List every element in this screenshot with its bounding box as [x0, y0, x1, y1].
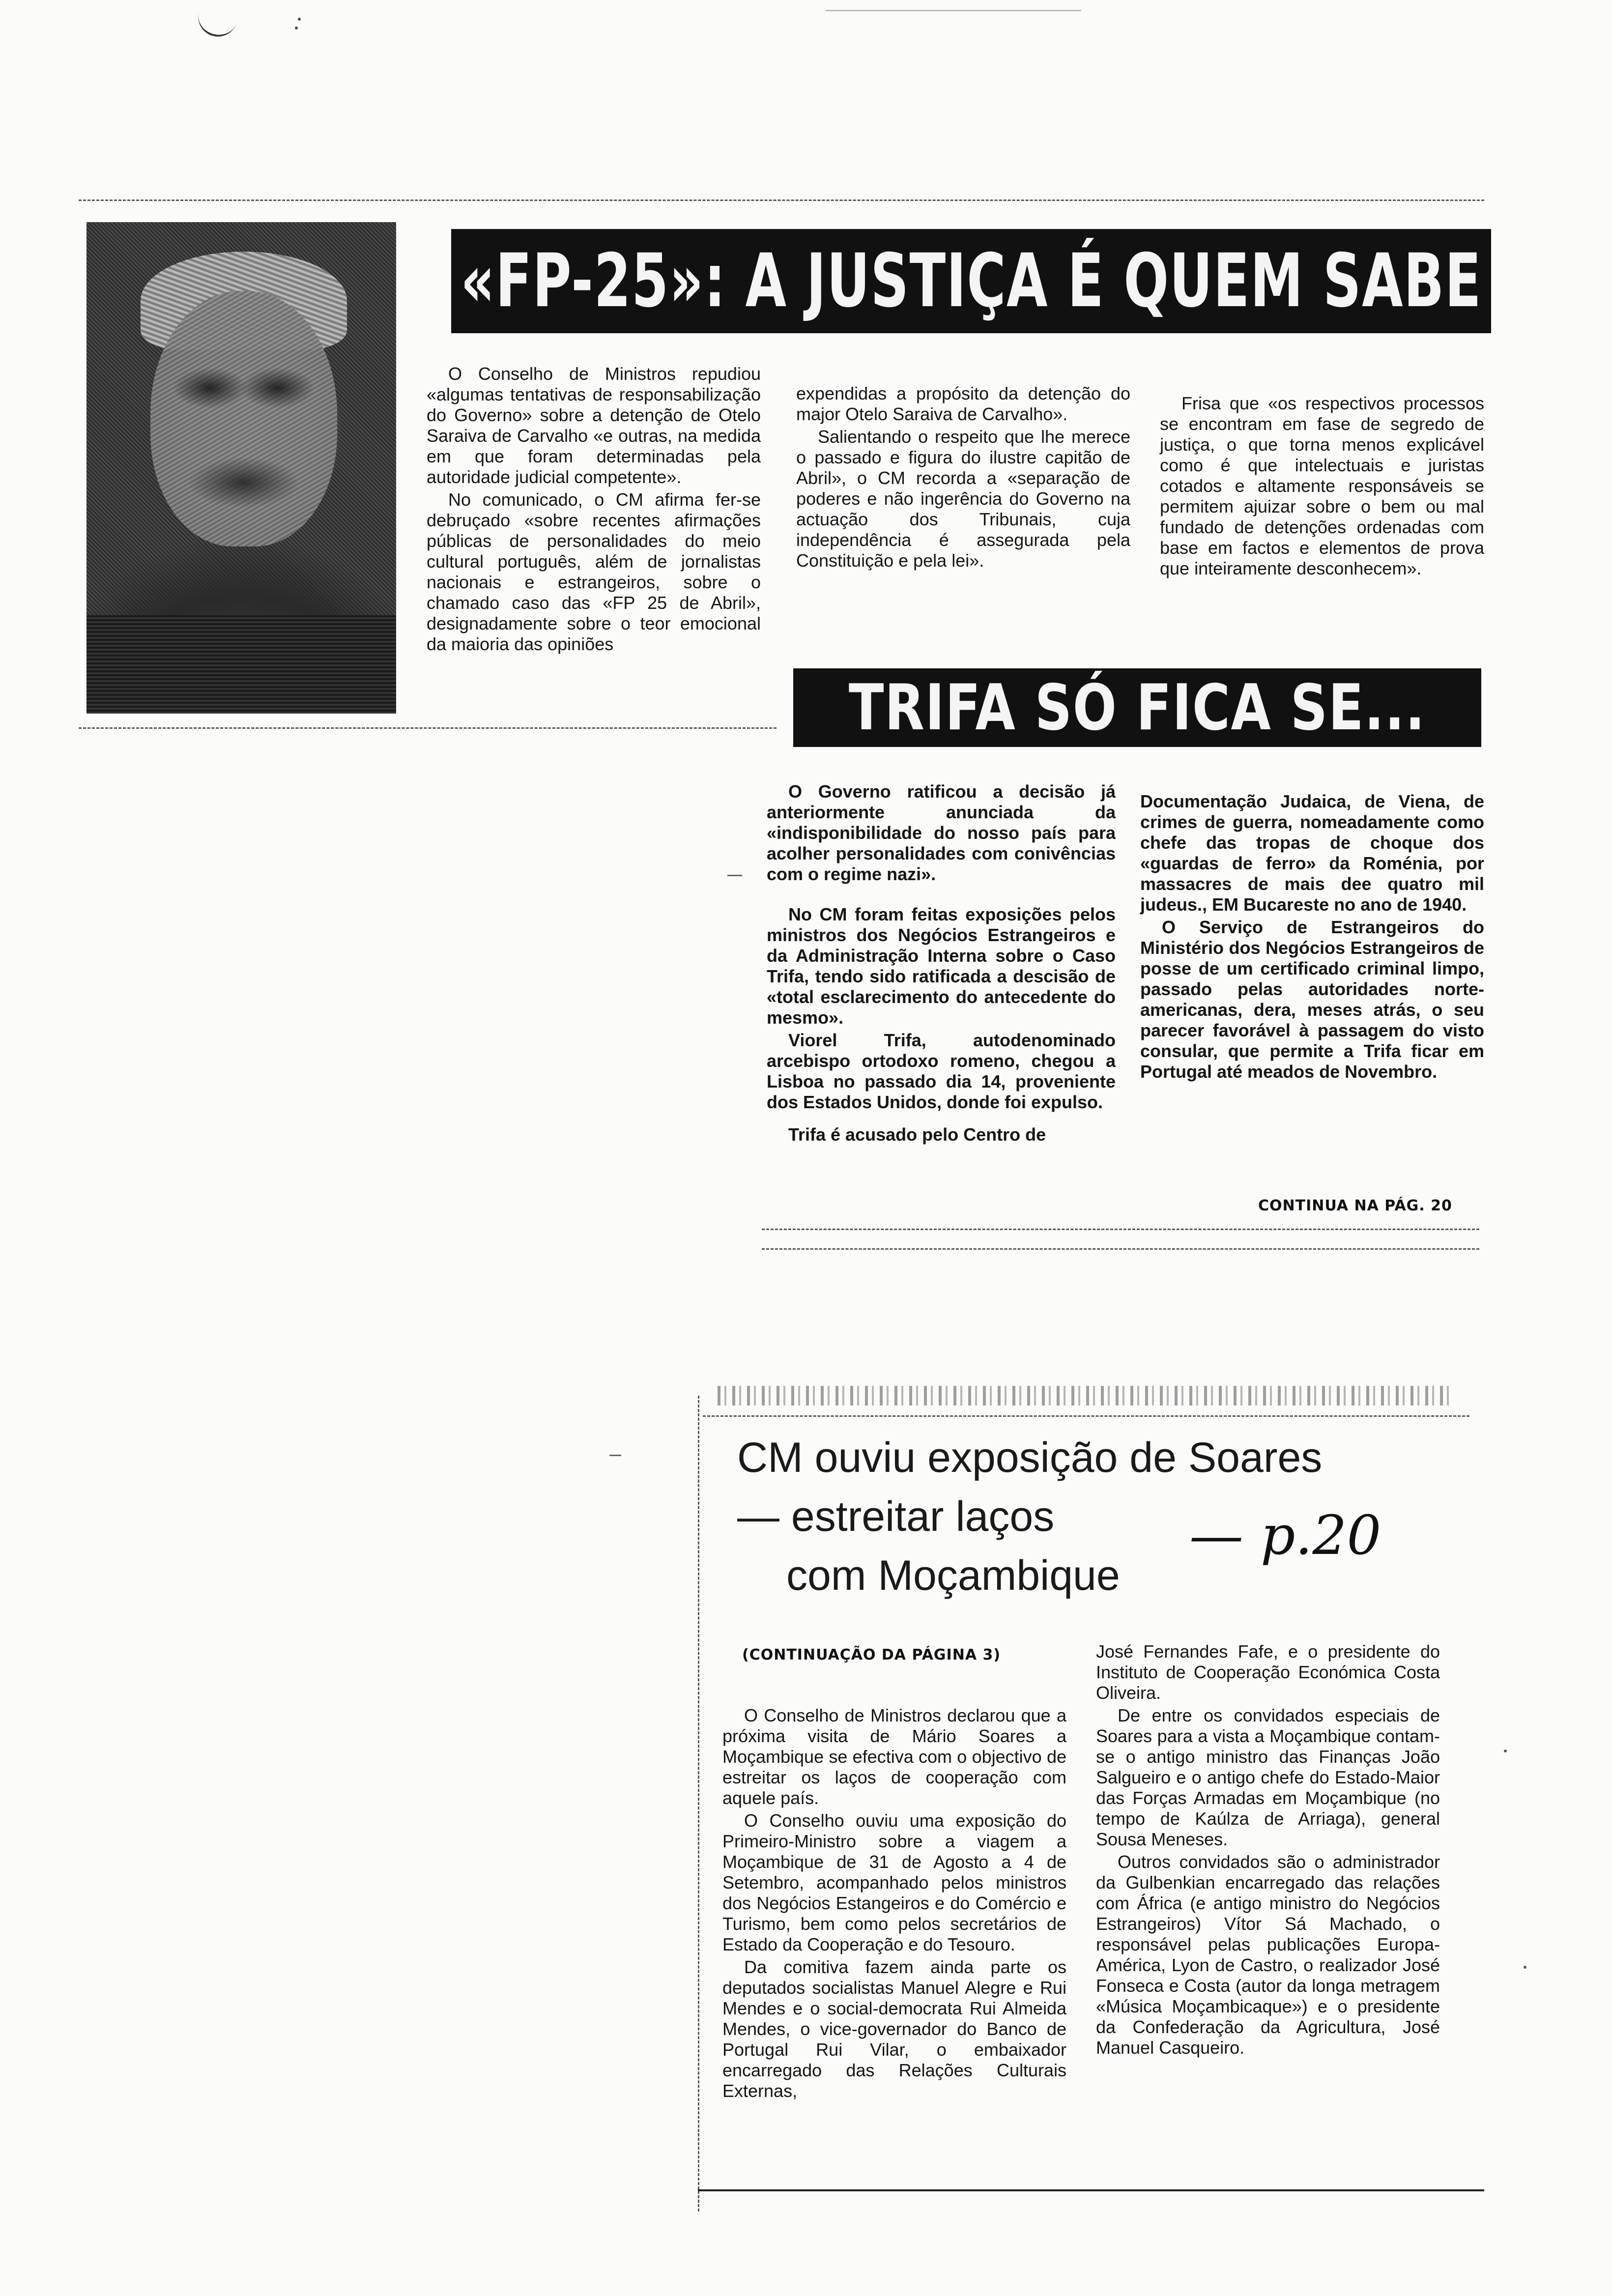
article1-column-3 — [1160, 393, 1484, 579]
article3-column-1 — [722, 1705, 1066, 2101]
top-line — [826, 10, 1081, 11]
clipping-top-edge — [79, 200, 1484, 201]
paragraph: Frisa que «os respectivos processos se encontram em fase de segredo de justiça, o que torna menos explicável como é que intelectuais e juristas cotados e altamente responsáveis se permitem ajuizar sobre o bem ou mal fundado de detenções ordenadas com base em factos e elementos de prova que inteiramente desconhecem». — [1160, 393, 1484, 578]
paragraph: Trifa é acusado pelo Centro de — [788, 1124, 1046, 1145]
article1-column-2 — [796, 383, 1130, 571]
headline-fp25-text: «FP-25»: A JUSTIÇA É QUEM SABE — [460, 238, 1482, 324]
paragraph: Documentação Judaica, de Viena, de crimes de guerra, nomeadamente como chefe das tropas de choque dos «guardas de ferro» da Roménia, por massacres de mais dee quatro mil judeus., EM Bucareste no ano de 1940. — [1140, 791, 1484, 915]
corner-mark — [194, 5, 238, 41]
article3-title-line-1: CM ouviu exposição de Soares — [737, 1434, 1323, 1481]
paragraph: Da comitiva fazem ainda parte os deputados socialistas Manuel Alegre e Rui Mendes e o social-democrata Rui Almeida Mendes, o vice-governador do Banco de Portugal Rui Vilar, o embaixador encarregado das Relações Culturais Externas, — [722, 1957, 1066, 2101]
corner-dot — [295, 27, 298, 29]
portrait-photo — [86, 222, 396, 714]
margin-tick — [1524, 1966, 1526, 1969]
clipping-top-edge — [703, 1415, 1469, 1417]
paragraph: No comunicado, o CM afirma fer-se debruçado «sobre recentes afirmações públicas de personalidades do meio cultural português, além de jornalistas nacionais e estrangeiros, sobre o chamado caso das «FP 25 de Abril», designadamente sobre o teor emocional da maioria das opiniões — [427, 489, 761, 654]
continua-label: CONTINUA NA PÁG. 20 — [1258, 1197, 1452, 1214]
clipping-bottom-edge — [79, 727, 777, 729]
article2-column-2 — [1140, 791, 1484, 1082]
paragraph: Salientando o respeito que lhe merece o passado e figura do ilustre capitão de Abril», o CM recorda a «separação de poderes e não ingerência do Governo na actuação dos Tribunais, cuja independência é assegurada pela Constituição e pela lei». — [796, 427, 1130, 571]
paragraph: O Serviço de Estrangeiros do Ministério dos Negócios Estrangeiros de posse de um certificado criminal limpo, passado pelas autoridades norte-americanas, dera, meses atrás, o seu parecer favorável à passagem do visto consular, que permite a Trifa ficar em Portugal até meados de Novembro. — [1140, 917, 1484, 1082]
clipping-left-edge — [698, 1396, 699, 2211]
stamp-strip — [718, 1386, 1455, 1406]
margin-tick — [1504, 1750, 1507, 1752]
paragraph: De entre os convidados especiais de Soares para a vista a Moçambique contam-se o antigo ministro das Finanças João Salgueiro e o antigo chefe do Estado-Maior das Forças Armadas em Moçambique (no tempo de Kaúlza de Arriaga), general Sousa Meneses. — [1096, 1705, 1440, 1849]
paragraph: O Conselho de Ministros declarou que a próxima visita de Mário Soares a Moçambique se efectiva com o objectivo de estreitar os laços de cooperação com aquele país. — [722, 1705, 1066, 1808]
paragraph: expendidas a propósito da detenção do major Otelo Saraiva de Carvalho». — [796, 383, 1130, 424]
margin-tick — [727, 875, 742, 876]
article3-title-line-2: — estreitar laços — [737, 1493, 1055, 1540]
corner-dot — [298, 18, 301, 21]
article3-title-line-3: com Moçambique — [786, 1552, 1120, 1599]
portrait-face — [150, 291, 337, 546]
paragraph: O Conselho de Ministros repudiou «algumas tentativas de responsabilização do Governo» sobre a detenção de Otelo Saraiva de Carvalho «e outras, na medida em que foram determinadas pela autoridade judicial competente». — [427, 364, 761, 487]
portrait-collar — [86, 615, 396, 714]
headline-fp25 — [451, 229, 1491, 333]
article3-column-2 — [1096, 1641, 1440, 2058]
paragraph: No CM foram feitas exposições pelos ministros dos Negócios Estrangeiros e da Administração Interna sobre o Caso Trifa, tendo sido ratificada a descisão de «total esclarecimento do antecedente do mesmo». — [767, 904, 1116, 1028]
clipping-bottom-edge — [698, 2189, 1484, 2191]
paragraph: O Governo ratificou a decisão já anteriormente anunciada da «indisponibilidade do nosso país para acolher personalidades com conivências com o regime nazi». — [767, 781, 1116, 884]
article1-column-1 — [427, 364, 761, 655]
article2-column-1 — [767, 781, 1116, 1145]
handwritten-page-note: — p.20 — [1189, 1504, 1382, 1567]
clipping-bottom-edge — [762, 1229, 1479, 1230]
paragraph: José Fernandes Fafe, e o presidente do Instituto de Cooperação Económica Costa Oliveira. — [1096, 1641, 1440, 1703]
margin-tick — [609, 1455, 621, 1456]
clipping-bottom-edge — [762, 1248, 1479, 1250]
paragraph: Viorel Trifa, autodenominado arcebispo ortodoxo romeno, chegou a Lisboa no passado dia 14, proveniente dos Estados Unidos, donde foi expulso. — [767, 1030, 1116, 1112]
paragraph: Outros convidados são o administrador da Gulbenkian encarregado das relações com África (e antigo ministro do Negócios Estrangeiros) Vítor Sá Machado, o responsável pelas publicações Europa-América, Lyon de Castro, o realizador José Fonseca e Costa (autor da longa metragem «Música Moçambicaque») e o presidente da Confederação da Agricultura, José Manuel Casqueiro. — [1096, 1852, 1440, 2058]
headline-trifa — [793, 668, 1481, 747]
headline-trifa-text: TRIFA SÓ FICA SE... — [849, 671, 1426, 745]
paragraph: O Conselho ouviu uma exposição do Primeiro-Ministro sobre a viagem a Moçambique de 31 de Agosto a 4 de Setembro, acompanhado pelos ministros dos Negócios Estangeiros e do Comércio e Turismo, bem como pelos secretários de Estado da Cooperação e do Tesouro. — [722, 1810, 1066, 1954]
continuacao-label: (CONTINUAÇÃO DA PÁGINA 3) — [742, 1646, 1001, 1664]
